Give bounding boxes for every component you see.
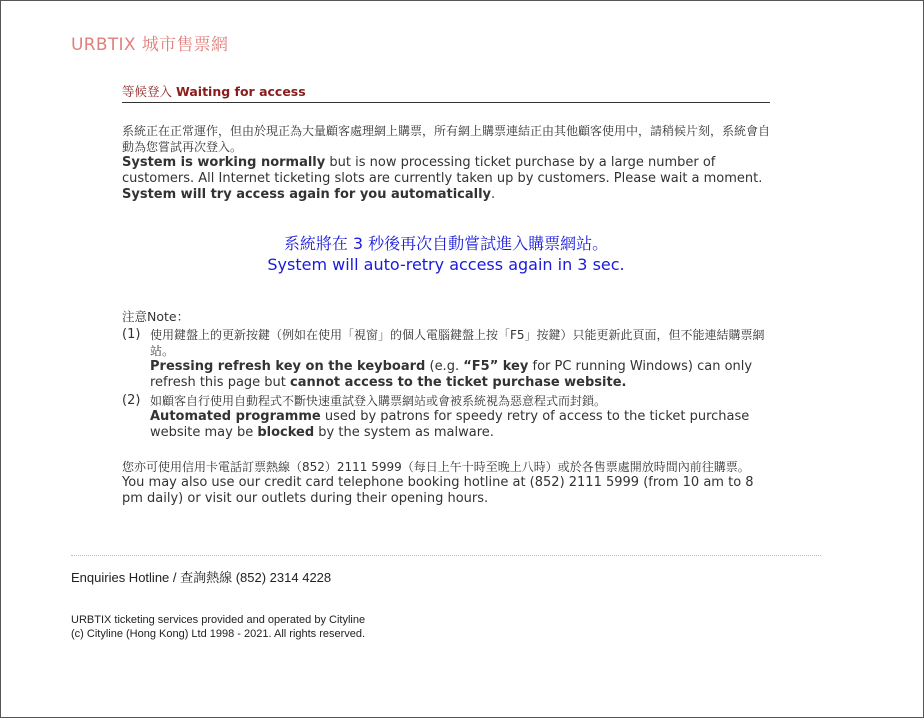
- note-title: 注意Note：: [122, 309, 190, 324]
- section-title: [122, 82, 770, 103]
- intro-en-bold-2: System will try access again for you automatically: [122, 187, 492, 202]
- note-text-cn: 如顧客自行使用自動程式不斷快速重試登入購票網站或會被系統視為惡意程式而封鎖。: [150, 394, 607, 408]
- hotline-text-en: You may also use our credit card telephone booking hotline at (852) 2111 5999 (from 10 am to 8 pm daily) or visit our outlets during their opening hours.: [122, 475, 754, 506]
- note-item-refresh: [122, 327, 770, 391]
- enquiries-hotline: Enquiries Hotline / 查詢熱線 (852) 2314 4228: [71, 570, 332, 585]
- retry-countdown-message: [122, 233, 770, 275]
- footer-operator: URBTIX ticketing services provided and operated by Cityline: [71, 614, 366, 626]
- note-text-en: [150, 359, 770, 391]
- intro-en-text-1: but is now processing ticket purchase by a large number of customers. All Internet ticketing slots are currently taken up by customers. Please wait a moment.: [122, 155, 763, 186]
- main-content: [122, 82, 770, 507]
- note-en-text: for PC running Windows) can only refresh this page but: [150, 359, 753, 390]
- note-number: (1): [122, 327, 141, 342]
- intro-message: [122, 123, 770, 203]
- note-number: (2): [122, 393, 141, 408]
- intro-en-bold-1: System is working normally: [122, 155, 326, 170]
- brand-name-en: URBTIX: [71, 35, 136, 55]
- note-en-text: by the system as malware.: [314, 425, 494, 440]
- note-en-text: used by patrons for speedy retry of access to the ticket purchase website may be: [150, 409, 750, 440]
- note-en-bold: cannot access to the ticket purchase website.: [290, 375, 627, 390]
- note-text-cn: 使用鍵盤上的更新按鍵（例如在使用「視窗」的個人電腦鍵盤上按「F5」按鍵）只能更新此頁面，但不能連結購票網站。: [150, 328, 765, 358]
- note-en-bold: Pressing refresh key on the keyboard: [150, 359, 426, 374]
- intro-en-text-2: .: [491, 187, 496, 202]
- section-title-en: Waiting for access: [176, 84, 306, 99]
- retry-text-cn: 系統將在 3 秒後再次自動嘗試進入購票網站。: [283, 234, 609, 253]
- note-en-bold: blocked: [257, 425, 315, 440]
- note-en-bold: Automated programme: [150, 409, 321, 424]
- footer: [71, 613, 365, 641]
- section-title-cn: 等候登入: [122, 84, 173, 99]
- note-text-en: [150, 409, 770, 441]
- note-item-automation: [122, 393, 770, 441]
- intro-text-cn: 系統正在正常運作，但由於現正為大量顧客處理網上購票，所有網上購票連結正由其他顧客使用中，請稍候片刻，系統會自動為您嘗試再次登入。: [122, 124, 771, 154]
- brand-name-cn: 城市售票網: [141, 35, 229, 55]
- hotline-text-cn: 您亦可使用信用卡電話訂票熱線（852）2111 5999（每日上午十時至晚上八時）或於各售票處開放時間內前往購票。: [122, 460, 750, 474]
- urbtix-logo[interactable]: [71, 30, 228, 55]
- note-en-text: (e.g.: [425, 359, 464, 374]
- note-en-bold: “F5” key: [463, 359, 529, 374]
- footer-divider: [71, 555, 821, 556]
- booking-hotline-info: [122, 459, 770, 507]
- footer-copyright: (c) Cityline (Hong Kong) Ltd 1998 - 2021. All rights reserved.: [71, 628, 366, 640]
- retry-text-en: System will auto-retry access again in 3 sec.: [267, 255, 625, 274]
- intro-text-en: [122, 155, 770, 203]
